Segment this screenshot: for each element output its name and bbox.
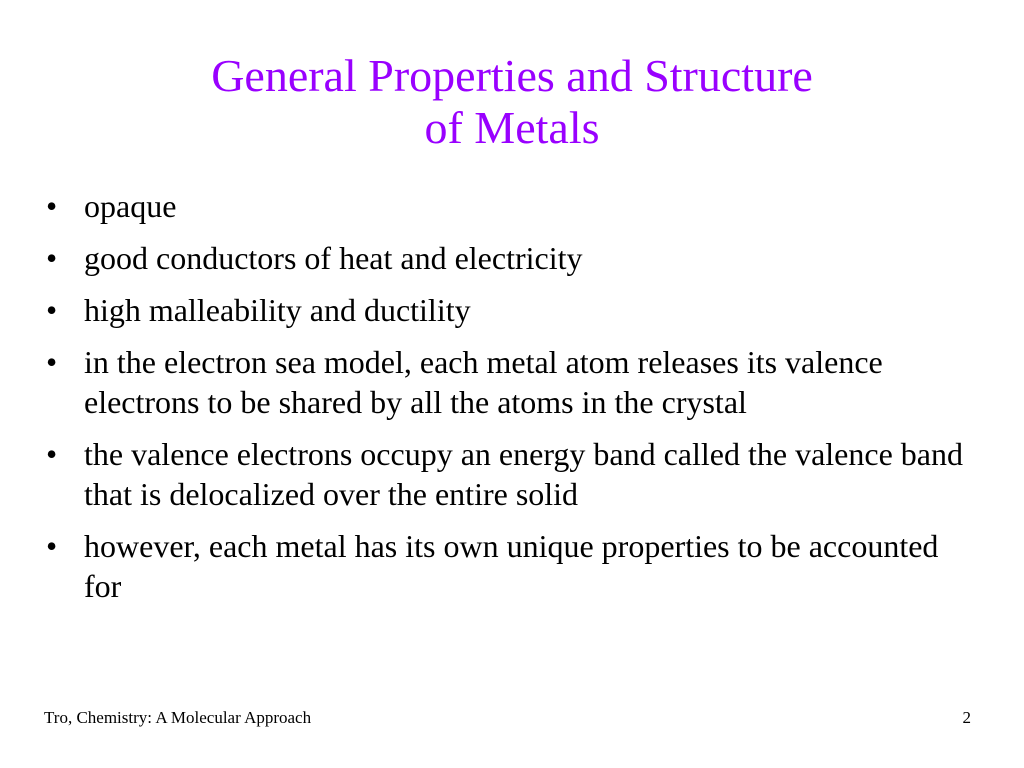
bullet-item-unique-properties	[44, 526, 974, 606]
bullet-item-opaque	[44, 186, 974, 226]
slide-title-line-1: General Properties and Structure	[211, 50, 813, 101]
bullet-icon: •	[46, 240, 58, 276]
bullet-text: good conductors of heat and electricity	[84, 240, 583, 276]
bullet-icon: •	[46, 188, 58, 224]
page-number: 2	[962, 708, 971, 727]
bullet-text: however, each metal has its own unique properties to be accounted for	[84, 528, 939, 604]
bullet-icon: •	[46, 344, 58, 380]
bullet-text: the valence electrons occupy an energy band called the valence band that is delocalized over the entire solid	[84, 436, 963, 512]
bullet-icon: •	[46, 436, 58, 472]
slide-title-line-2: of Metals	[424, 102, 600, 153]
bullet-item-conductors	[44, 238, 974, 278]
bullet-item-electron-sea	[44, 342, 974, 422]
bullet-text: high malleability and ductility	[84, 292, 471, 328]
bullet-text: in the electron sea model, each metal atom releases its valence electrons to be shared by all the atoms in the crystal	[84, 344, 883, 420]
slide-title	[60, 50, 964, 154]
bullet-icon: •	[46, 292, 58, 328]
bullet-text: opaque	[84, 188, 177, 224]
bullet-list	[44, 186, 974, 618]
footer-source: Tro, Chemistry: A Molecular Approach	[44, 708, 312, 727]
bullet-item-valence-band	[44, 434, 974, 514]
bullet-item-malleability	[44, 290, 974, 330]
bullet-icon: •	[46, 528, 58, 564]
